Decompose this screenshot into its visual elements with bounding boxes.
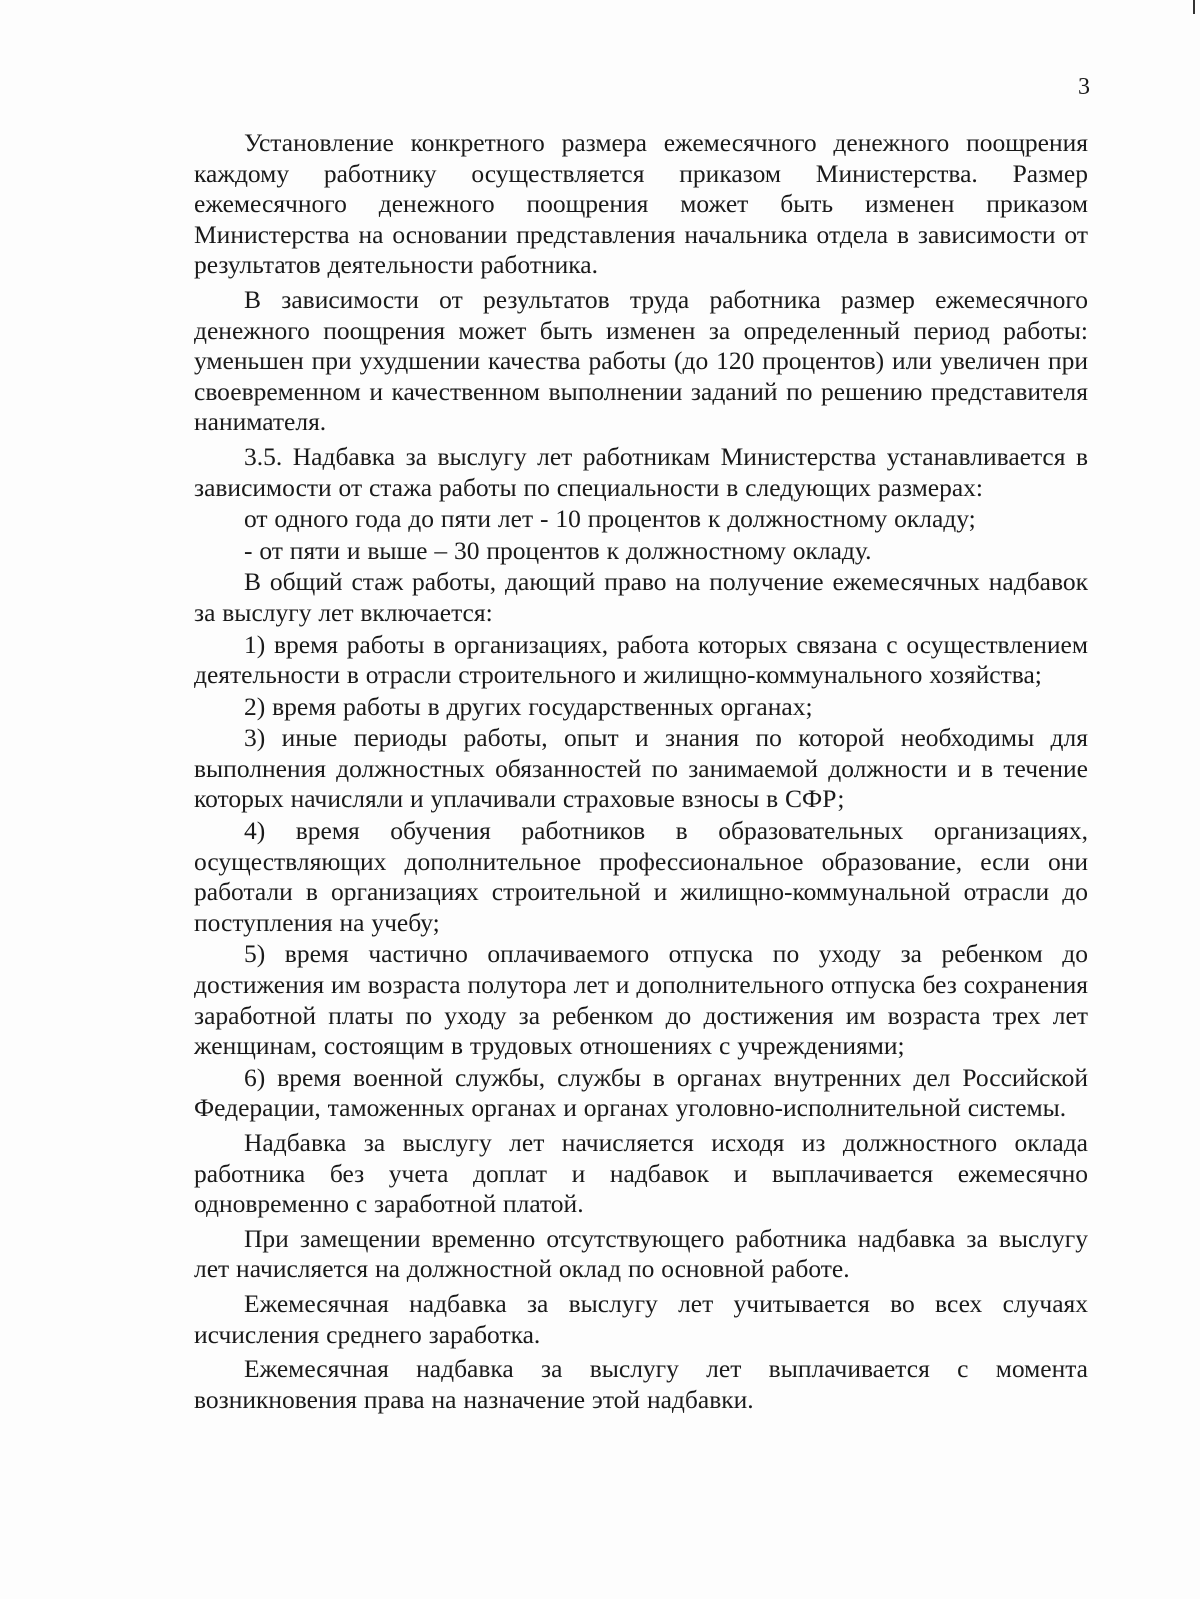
document-body — [194, 128, 1088, 1419]
paragraph: Ежемесячная надбавка за выслугу лет учитывается во всех случаях исчисления среднего заработка. — [194, 1288, 1088, 1349]
paragraph: В зависимости от результатов труда работника размер ежемесячного денежного поощрения может быть изменен за определенный период работы: уменьшен при ухудшении качества работы (до 120 процентов) или увеличен при своевременном и качественном выполнении заданий по решению представителя нанимателя. — [194, 284, 1088, 437]
page-number: 3 — [1078, 74, 1090, 100]
list-item: 2) время работы в других государственных органах; — [244, 691, 813, 721]
paragraph: Установление конкретного размера ежемесячного денежного поощрения каждому работнику осуществляется приказом Министерства. Размер ежемесячного денежного поощрения может быть изменен приказом Министерства на основании представления начальника отдела в зависимости от результатов деятельности работника. — [194, 128, 1088, 280]
scan-mark — [1193, 0, 1195, 14]
paragraph: 3.5. Надбавка за выслугу лет работникам Министерства устанавливается в зависимости от стажа работы по специальности в следующих размерах: — [194, 441, 1088, 502]
list-item: 1) время работы в организациях, работа которых связана с осуществлением деятельности в отрасли строительного и жилищно-коммунального хозяйства; — [194, 629, 1088, 690]
list-item: 5) время частично оплачиваемого отпуска по уходу за ребенком до достижения им возраста полутора лет и дополнительного отпуска без сохранения заработной платы по уходу за ребенком до достижения им возраста трех лет женщинам, состоящим в трудовых отношениях с учреждениями; — [194, 939, 1088, 1061]
paragraph: - от пяти и выше – 30 процентов к должностному окладу. — [244, 535, 872, 565]
list-item: 6) время военной службы, службы в органах внутренних дел Российской Федерации, таможенных органах и органах уголовно-исполнительной системы. — [194, 1062, 1088, 1123]
paragraph: В общий стаж работы, дающий право на получение ежемесячных надбавок за выслугу лет включается: — [194, 567, 1088, 627]
paragraph: от одного года до пяти лет - 10 процентов к должностному окладу; — [244, 504, 976, 534]
paragraph: При замещении временно отсутствующего работника надбавка за выслугу лет начисляется на должностной оклад по основной работе. — [194, 1223, 1088, 1284]
paragraph: Надбавка за выслугу лет начисляется исходя из должностного оклада работника без учета доплат и надбавок и выплачивается ежемесячно одновременно с заработной платой. — [194, 1128, 1088, 1219]
list-item: 3) иные периоды работы, опыт и знания по которой необходимы для выполнения должностных обязанностей по занимаемой должности и в течение которых начисляли и уплачивали страховые взносы в СФР; — [194, 723, 1088, 814]
paragraph: Ежемесячная надбавка за выслугу лет выплачивается с момента возникновения права на назначение этой надбавки. — [194, 1354, 1088, 1414]
list-item: 4) время обучения работников в образовательных организациях, осуществляющих дополнительное профессиональное образование, если они работали в организациях строительной и жилищно-коммунальной отрасли до поступления на учебу; — [194, 816, 1088, 937]
